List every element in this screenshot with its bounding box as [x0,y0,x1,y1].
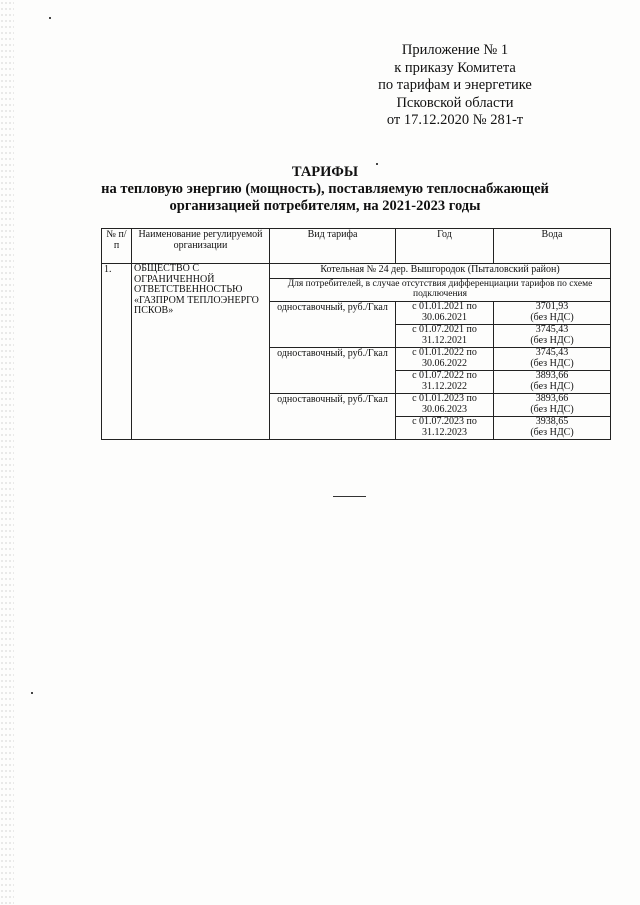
scan-speck [376,163,378,165]
tariff-period: с 01.07.2023 по 31.12.2023 [396,417,494,440]
value-note: (без НДС) [530,334,574,346]
header-type: Вид тарифа [270,229,396,264]
table-header-row [102,229,611,264]
title-heading: ТАРИФЫ [291,164,359,180]
appendix-block [360,42,550,130]
appendix-line: от 17.12.2020 № 281-т [386,112,524,128]
row-number: 1. [102,264,132,440]
value-number: 3938,65 [535,416,569,427]
value-note: (без НДС) [530,403,574,415]
header-year: Год [396,229,494,264]
value-number: 3893,66 [535,370,569,381]
value-number: 3745,43 [535,324,569,335]
value-note: (без НДС) [530,380,574,392]
tariff-period: с 01.01.2022 по 30.06.2022 [396,348,494,371]
tariff-table [101,228,611,440]
scan-speck [31,692,33,694]
appendix-line: по тарифам и энергетике [378,77,532,93]
header-org: Наименование регулируемой организации [132,229,270,264]
header-num: № п/п [102,229,132,264]
scan-edge-noise [0,0,14,905]
tariff-type: одноставочный, руб./Гкал [270,394,396,440]
organization-name: ОБЩЕСТВО С ОГРАНИЧЕННОЙ ОТВЕТСТВЕННОСТЬЮ «ГАЗПРОМ ТЕПЛОЭНЕРГО ПСКОВ» [132,264,270,440]
tariff-type: одноставочный, руб./Гкал [270,302,396,348]
tariff-period: с 01.07.2021 по 31.12.2021 [396,325,494,348]
appendix-line: Приложение № 1 [401,42,509,58]
appendix-line: Псковской области [396,94,514,111]
header-water: Вода [494,229,611,264]
table-row [102,264,611,279]
tariff-value [494,417,611,440]
consumer-group: Для потребителей, в случае отсутствия дифференциации тарифов по схеме подключения [270,279,611,302]
value-note: (без НДС) [530,357,574,369]
title-line: организацией потребителям, на 2021-2023 годы [169,198,481,214]
tariff-value [494,348,611,371]
value-number: 3745,43 [535,347,569,358]
value-number: 3701,93 [535,301,569,312]
value-note: (без НДС) [530,311,574,323]
appendix-line: к приказу Комитета [394,59,516,76]
tariff-period: с 01.01.2023 по 30.06.2023 [396,394,494,417]
boiler-house: Котельная № 24 дер. Вышгородок (Пыталовский район) [270,264,611,279]
tariff-value [494,371,611,394]
tariff-value [494,394,611,417]
end-rule [333,496,366,497]
scan-speck [49,17,51,19]
tariff-value [494,302,611,325]
title-line: на тепловую энергию (мощность), поставляемую теплоснабжающей [101,181,549,197]
tariff-type: одноставочный, руб./Гкал [270,348,396,394]
value-note: (без НДС) [530,426,574,438]
document-title [90,164,560,215]
tariff-period: с 01.01.2021 по 30.06.2021 [396,302,494,325]
value-number: 3893,66 [535,393,569,404]
tariff-period: с 01.07.2022 по 31.12.2022 [396,371,494,394]
tariff-value [494,325,611,348]
